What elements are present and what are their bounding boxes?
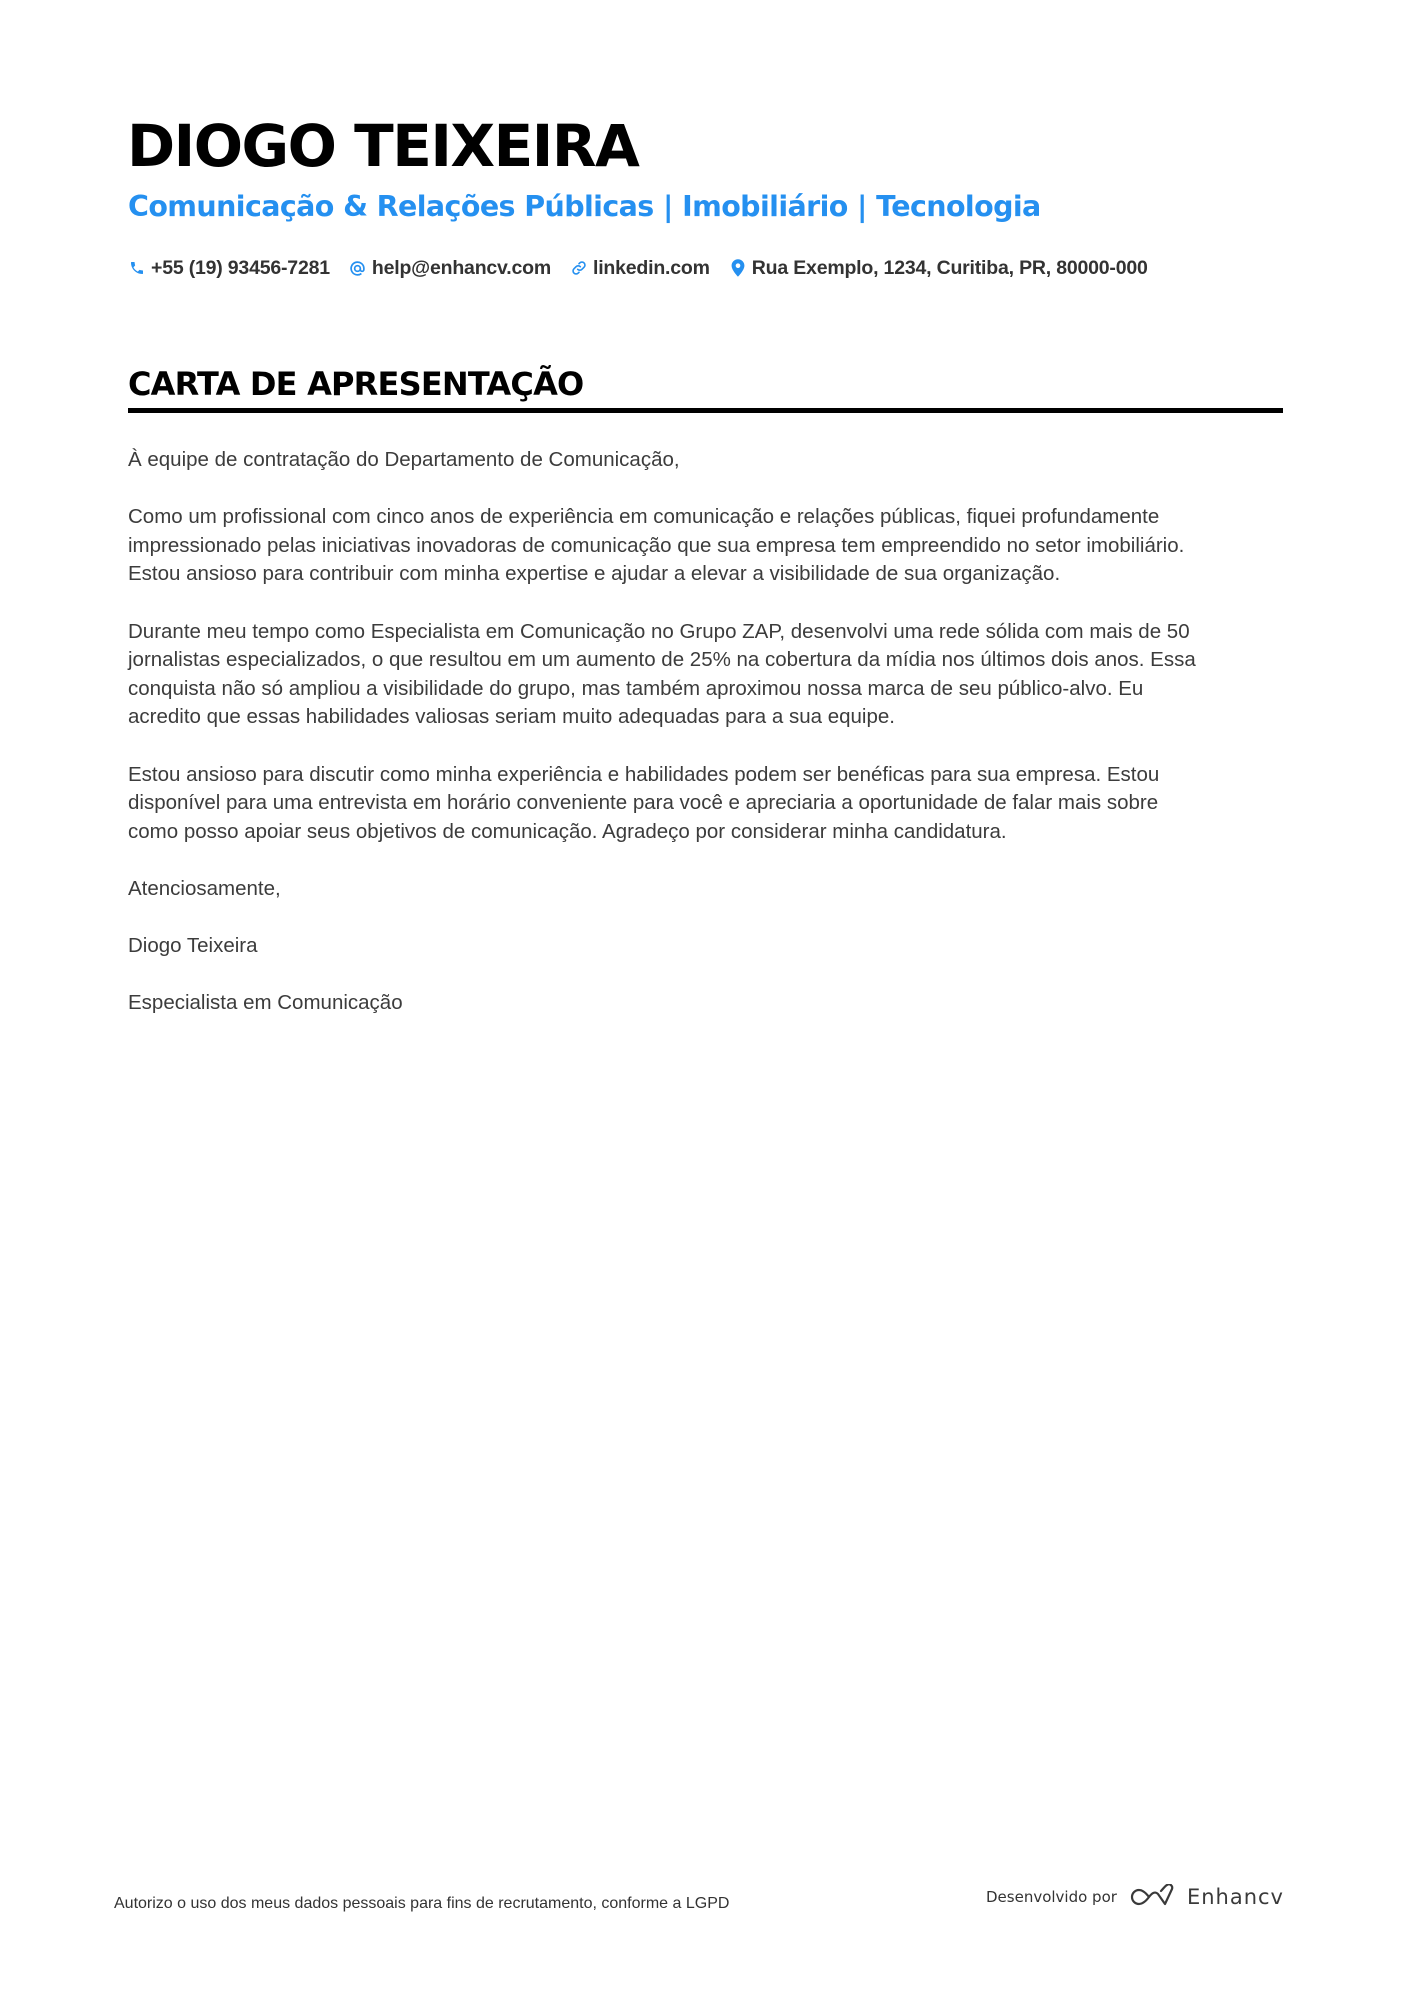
text-line: À equipe de contratação do Departamento de Comunicação, bbox=[128, 448, 680, 471]
signature-title bbox=[128, 989, 1288, 1018]
text-line: Estou ansioso para discutir como minha experiência e habilidades podem ser benéficas para sua empresa. Estou bbox=[128, 762, 1160, 786]
letter-paragraph bbox=[128, 761, 1288, 847]
phone-number: +55 (19) 93456-7281 bbox=[151, 256, 330, 279]
text-line: Atenciosamente, bbox=[128, 876, 281, 900]
contact-bar bbox=[128, 254, 1167, 282]
text-line: disponível para uma entrevista em horário conveniente para você e apreciaria a oportunidade de falar mais sobre bbox=[128, 791, 1159, 815]
letter-greeting bbox=[128, 446, 1288, 475]
text-line: conquista não só ampliou a visibilidade do grupo, mas também aproximou nossa marca de seu público-alvo. Eu bbox=[128, 676, 1144, 700]
powered-by-label: Desenvolvido por bbox=[986, 1888, 1117, 1906]
powered-by-enhancv[interactable] bbox=[986, 1882, 1284, 1912]
linkedin-url: linkedin.com bbox=[592, 256, 710, 279]
text-line: Diogo Teixeira bbox=[128, 934, 258, 958]
enhancv-logo-icon bbox=[1129, 1884, 1177, 1910]
contact-address bbox=[729, 257, 1148, 280]
candidate-headline: Comunicação & Relações Públicas | Imobiliário | Tecnologia bbox=[128, 190, 1041, 223]
section-title: CARTA DE APRESENTAÇÃO bbox=[128, 365, 584, 403]
text-line: jornalistas especializados, o que resultou em um aumento de 25% na cobertura da mídia nos últimos dois anos. Essa bbox=[128, 648, 1196, 672]
text-line: Durante meu tempo como Especialista em Comunicação no Grupo ZAP, desenvolvi uma rede sólida com mais de 50 bbox=[128, 619, 1190, 643]
lgpd-consent-note: Autorizo o uso dos meus dados pessoais para fins de recrutamento, conforme a LGPD bbox=[114, 1895, 730, 1912]
text-line: Estou ansioso para contribuir com minha expertise e ajudar a elevar a visibilidade de sua organização. bbox=[128, 562, 1061, 586]
letter-paragraph bbox=[128, 618, 1288, 732]
location-pin-icon bbox=[729, 259, 747, 277]
address: Rua Exemplo, 1234, Curitiba, PR, 80000-000 bbox=[751, 256, 1148, 279]
text-line: impressionado pelas iniciativas inovadoras de comunicação que sua empresa tem empreendido no setor imobiliário. bbox=[128, 533, 1185, 557]
text-line: acredito que essas habilidades valiosas seriam muito adequadas para a sua equipe. bbox=[128, 705, 895, 729]
letter-paragraph bbox=[128, 503, 1288, 589]
at-icon bbox=[349, 259, 367, 277]
text-line: Especialista em Comunicação bbox=[128, 991, 403, 1015]
signature-name bbox=[128, 932, 1288, 961]
enhancv-brand-name: Enhancv bbox=[1186, 1885, 1284, 1909]
section-divider bbox=[128, 408, 1283, 413]
candidate-name: DIOGO TEIXEIRA bbox=[127, 112, 639, 180]
contact-email bbox=[349, 257, 551, 280]
text-line: como posso apoiar seus objetivos de comunicação. Agradeço por considerar minha candidatura. bbox=[128, 819, 1007, 843]
contact-linkedin bbox=[570, 257, 710, 280]
letter-closing bbox=[128, 875, 1288, 904]
text-line: Como um profissional com cinco anos de experiência em comunicação e relações públicas, fiquei profundamente bbox=[128, 505, 1160, 529]
contact-phone bbox=[128, 257, 330, 280]
email-address: help@enhancv.com bbox=[371, 256, 551, 279]
link-icon bbox=[570, 259, 588, 277]
letter-body bbox=[128, 446, 1288, 1046]
phone-icon bbox=[128, 259, 146, 277]
